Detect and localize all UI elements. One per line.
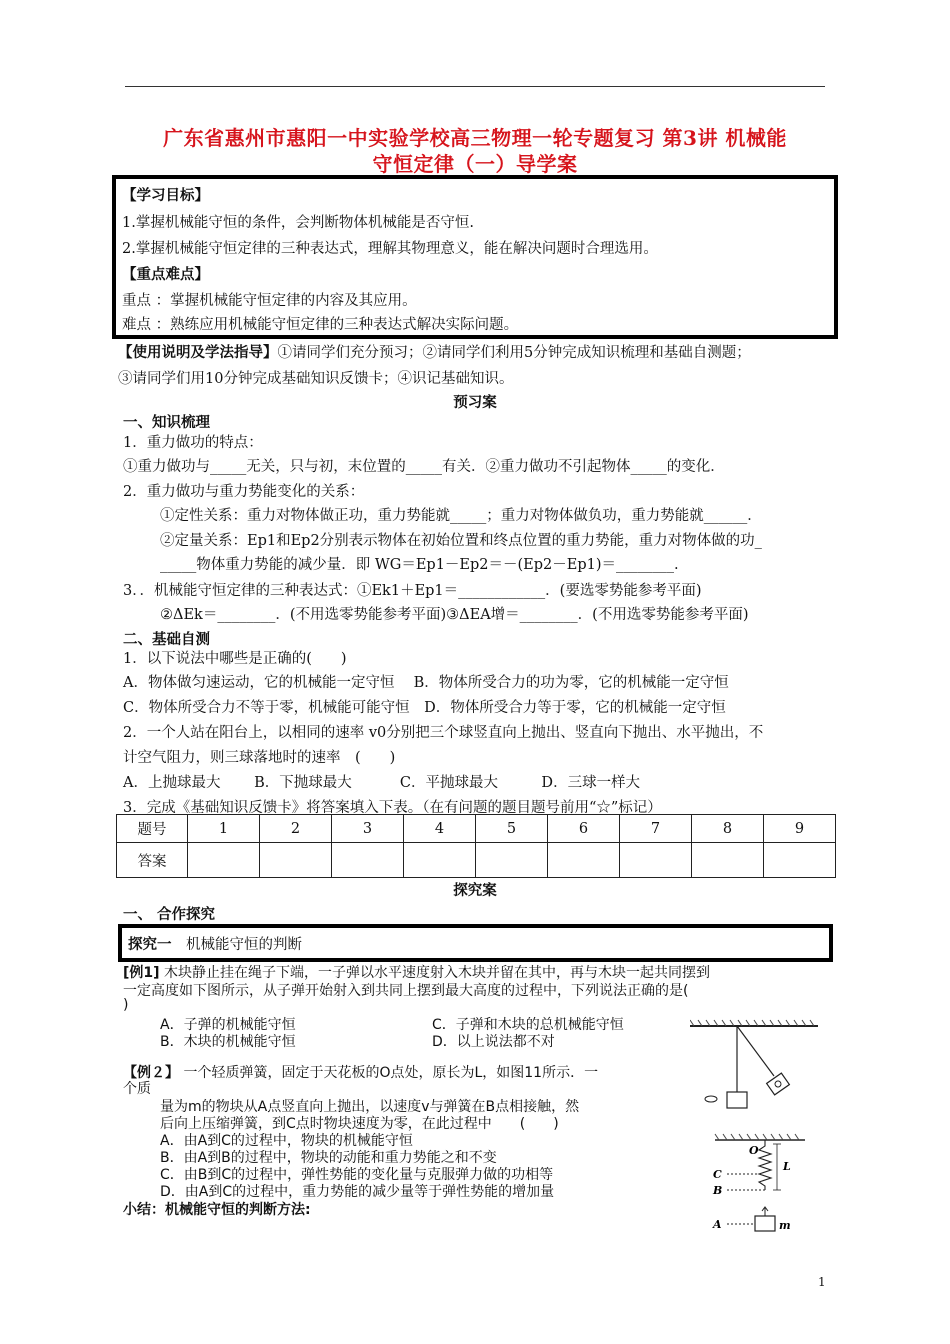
ceiling-hatch [715, 1134, 805, 1140]
table-cell: 1 [188, 815, 260, 843]
key-points-heading: 【重点难点】 [122, 266, 209, 283]
answer-cell[interactable] [188, 843, 260, 878]
q3b: ②ΔEk＝________．(不用选零势能参考平面)③ΔEA增＝________．(不用选零势能参考平面) [160, 607, 749, 623]
test1-ab: A．物体做匀速运动，它的机械能一定守恒 B．物体所受合力的功为零，它的机械能一定守恒 [123, 675, 729, 691]
ex1-option-b: B．木块的机械能守恒 [160, 1034, 296, 1050]
table-cell: 4 [404, 815, 476, 843]
label-m: m [779, 1219, 791, 1232]
ex2-line1 [123, 1062, 598, 1082]
ex2-text1: 一个轻质弹簧，固定于天花板的O点处，原长为L，如图11所示．一 [183, 1065, 599, 1081]
label-c: C [713, 1168, 722, 1181]
ex2-option-a: A．由A到C的过程中，物块的机械能守恒 [160, 1133, 413, 1149]
answer-table [116, 814, 836, 878]
q2a: ①定性关系：重力对物体做正功，重力势能就_____；重力对物体做负功，重力势能就______． [160, 508, 762, 524]
test3: 3．完成《基础知识反馈卡》将答案填入下表。（在有问题的题目题号前用“☆”标记） [123, 800, 662, 816]
label-a: A [713, 1218, 722, 1231]
ceiling-hatch [690, 1020, 818, 1026]
table-cell: 3 [332, 815, 404, 843]
table-cell: 7 [620, 815, 692, 843]
spring-coil [759, 1140, 771, 1190]
mass-block [755, 1216, 775, 1231]
key-point: 重点 ：掌握机械能守恒定律的内容及其应用。 [122, 293, 417, 309]
ex1-tag: [例1] [123, 965, 160, 981]
answer-cell[interactable] [548, 843, 620, 878]
pendulum-figure [690, 1018, 820, 1136]
header-rule [125, 86, 825, 87]
answer-cell[interactable] [404, 843, 476, 878]
explore-box [118, 924, 833, 962]
table-cell: 9 [764, 815, 836, 843]
objectives-box [112, 175, 838, 339]
ex2-option-c: C．由B到C的过程中，弹性势能的变化量与克服弹力做的功相等 [160, 1167, 554, 1183]
table-row [117, 815, 836, 843]
q1: 1．重力做功的特点： [123, 435, 263, 451]
label-o: O [749, 1144, 759, 1157]
ex1-text1: 木块静止挂在绳子下端，一子弹以水平速度射入木块并留在其中，再与木块一起共同摆到 [164, 965, 710, 981]
answer-cell[interactable] [764, 843, 836, 878]
answer-cell[interactable] [260, 843, 332, 878]
explore-box-label: 探究一 [128, 936, 172, 953]
table-cell: 5 [476, 815, 548, 843]
test2b: 计空气阻力，则三球落地时的速率 ( ) [123, 750, 396, 766]
q3: 3．．机械能守恒定律的三种表达式：①Ek1＋Ep1＝____________．(要选零势能参考平面) [123, 583, 702, 599]
page-number: 1 [818, 1275, 826, 1289]
test2-options: A．上抛球最大 B．下抛球最大 C．平抛球最大 D．三球一样大 [123, 775, 641, 791]
table-cell-label: 题号 [117, 815, 188, 843]
section-cooperative: 一、 合作探究 [123, 906, 216, 923]
q1a: ①重力做功与_____无关，只与初，末位置的_____有关．②重力做功不引起物体_____的变化． [123, 459, 725, 475]
usage-line2: ③请同学们用10分钟完成基础知识反馈卡；④识记基础知识。 [118, 371, 514, 387]
answer-cell[interactable] [620, 843, 692, 878]
ex2-tag: 【例２】 [123, 1065, 179, 1081]
preview-heading: 预习案 [453, 394, 497, 411]
explore-heading: 探究案 [453, 882, 497, 899]
section-selftest: 二、基础自测 [123, 631, 210, 648]
test1: 1．以下说法中哪些是正确的( ) [123, 651, 347, 667]
ex1-option-d: D．以上说法都不对 [432, 1034, 555, 1050]
ex2-line4: 后向上压缩弹簧，到C点时物块速度为零，在此过程中 ( ) [160, 1116, 559, 1132]
ex2-option-d: D．由A到C的过程中，重力势能的减少量等于弹性势能的增加量 [160, 1184, 555, 1200]
difficulty-point: 难点 ：熟练应用机械能守恒定律的三种表达式解决实际问题。 [122, 317, 519, 333]
ex1-option-c: C．子弹和木块的总机械能守恒 [432, 1017, 624, 1033]
spring-figure [705, 1132, 815, 1244]
answer-cell[interactable] [692, 843, 764, 878]
usage-line1 [118, 341, 751, 362]
objective-2: 2.掌握机械能守恒定律的三种表达式，理解其物理意义，能在解决问题时合理选用。 [122, 241, 658, 257]
objective-1: 1.掌握机械能守恒的条件，会判断物体机械能是否守恒. [122, 215, 474, 231]
doc-title-line2: 守恒定律（一）导学案 [372, 152, 578, 176]
doc-title-line1: 广东省惠州市惠阳一中实验学校高三物理一轮专题复习 第3讲 机械能 [163, 126, 787, 150]
usage-label: 【使用说明及学法指导】 [118, 344, 278, 361]
bullet [705, 1096, 717, 1102]
table-cell: 2 [260, 815, 332, 843]
ex2-option-b: B．由A到B的过程中，物块的动能和重力势能之和不变 [160, 1150, 497, 1166]
q2b: ②定量关系：Ep1和Ep2分别表示物体在初始位置和终点位置的重力势能，重力对物体做的功_ [160, 533, 762, 549]
block-rest [727, 1092, 747, 1108]
test2: 2．一个人站在阳台上，以相同的速率 v0分别把三个球竖直向上抛出、竖直向下抛出、水平抛出，不 [123, 725, 764, 741]
explore-box-topic: 机械能守恒的判断 [186, 937, 302, 953]
q2: 2．重力做功与重力势能变化的关系： [123, 484, 365, 500]
table-cell-label: 答案 [117, 843, 188, 878]
section-knowledge: 一、知识梳理 [123, 414, 210, 431]
ex2-line2: 个质 [123, 1081, 151, 1097]
summary-line: 小结：机械能守恒的判断方法: [123, 1202, 311, 1218]
block-swung [767, 1073, 790, 1095]
test1-cd: C．物体所受合力不等于零，机械能可能守恒 D．物体所受合力等于零，它的机械能一定守恒 [123, 700, 726, 716]
ex2-line3: 量为m的物块从A点竖直向上抛出，以速度v与弹簧在B点相接触，然 [160, 1099, 580, 1115]
q2c: _____物体重力势能的减少量．即 WG＝Ep1－Ep2＝－(Ep2－Ep1)＝________. [160, 557, 679, 573]
label-b: B [713, 1184, 723, 1197]
ex1-line2: 一定高度如下图所示，从子弹开始射入到共同上摆到最大高度的过程中，下列说法正确的是( [123, 983, 689, 999]
usage-text1: ①请同学们充分预习；②请同学们利用5分钟完成知识梳理和基础自测题； [277, 345, 751, 361]
ex1-option-a: A．子弹的机械能守恒 [160, 1017, 296, 1033]
table-cell: 6 [548, 815, 620, 843]
table-cell: 8 [692, 815, 764, 843]
answer-cell[interactable] [332, 843, 404, 878]
swung-string [737, 1026, 774, 1076]
explore-box-text [128, 933, 302, 954]
ex1-line3: ) [123, 997, 129, 1013]
objectives-heading: 【学习目标】 [122, 187, 209, 204]
ex1-line1 [123, 962, 710, 982]
label-l: L [783, 1160, 791, 1173]
answer-cell[interactable] [476, 843, 548, 878]
table-row [117, 843, 836, 878]
